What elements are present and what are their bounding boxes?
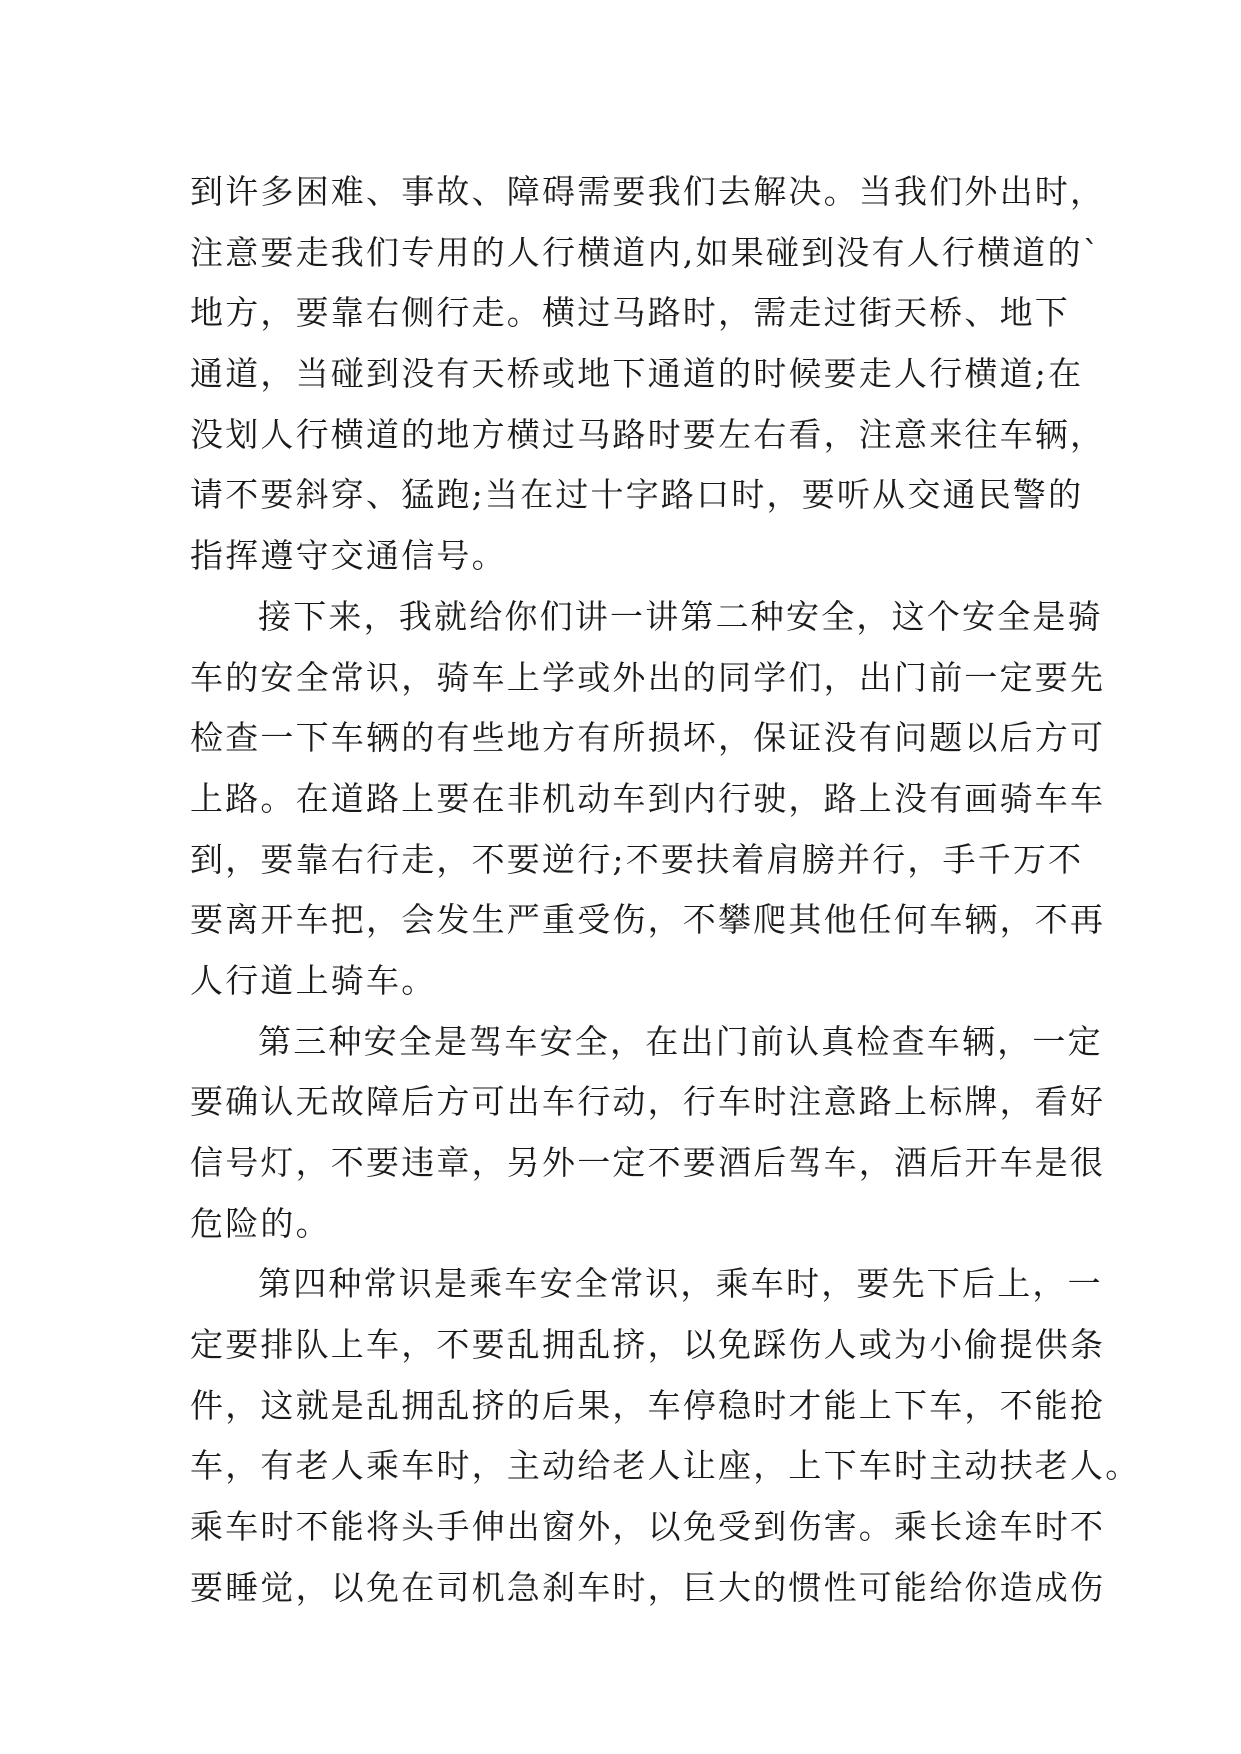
text-line: 第三种安全是驾车安全，在出门前认真检查车辆，一定 [258,1021,1103,1061]
text-line: 信号灯，不要违章，另外一定不要酒后驾车，酒后开车是很 [190,1143,1106,1182]
text-line: 定要排队上车，不要乱拥乱挤，以免踩伤人或为小偷提供条 [190,1325,1106,1365]
text-line: 车的安全常识，骑车上学或外出的同学们，出门前一定要先 [190,657,1106,697]
paragraph-3 [190,1012,1106,1255]
text-line: 要睡觉，以免在司机急刹车时，巨大的惯性可能给你造成伤 [190,1567,1106,1607]
body-text [190,162,1141,1619]
text-line: 危险的。 [190,1203,331,1243]
text-line: 没划人行横道的地方横过马路时要左右看，注意来往车辆， [190,414,1106,454]
text-line: 车，有老人乘车时，主动给老人让座，上下车时主动扶老人。 [190,1446,1141,1486]
paragraph-1 [190,162,1106,587]
text-line: 到许多困难、事故、障碍需要我们去解决。当我们外出时， [190,172,1106,211]
text-line: 地方，要靠右侧行走。横过马路时，需走过街天桥、地下 [190,293,1070,333]
text-line: 注意要走我们专用的人行横道内,如果碰到没有人行横道的` [190,232,1102,272]
text-line: 请不要斜穿、猛跑;当在过十字路口时，要听从交通民警的 [190,475,1084,515]
text-line: 第四种常识是乘车安全常识，乘车时，要先下后上，一 [258,1264,1103,1304]
text-line: 通道，当碰到没有天桥或地下通道的时候要走人行横道;在 [190,354,1084,394]
text-line: 要确认无故障后方可出车行动，行车时注意路上标牌，看好 [190,1082,1106,1122]
text-line: 检查一下车辆的有些地方有所损坏，保证没有问题以后方可 [190,718,1106,758]
text-line: 接下来，我就给你们讲一讲第二种安全，这个安全是骑 [258,596,1103,636]
text-line: 乘车时不能将头手伸出窗外，以免受到伤害。乘长途车时不 [190,1507,1106,1547]
text-line: 指挥遵守交通信号。 [190,536,507,576]
text-line: 件，这就是乱拥乱挤的后果，车停稳时才能上下车，不能抢 [190,1385,1106,1425]
paragraph-2 [190,587,1106,1012]
paragraph-4 [190,1254,1141,1618]
text-line: 要离开车把，会发生严重受伤，不攀爬其他任何车辆，不再 [190,900,1106,940]
text-line: 到，要靠右行走，不要逆行;不要扶着肩膀并行，手千万不 [190,839,1084,879]
text-line: 人行道上骑车。 [190,960,437,1000]
text-line: 上路。在道路上要在非机动车到内行驶，路上没有画骑车车 [190,778,1106,818]
